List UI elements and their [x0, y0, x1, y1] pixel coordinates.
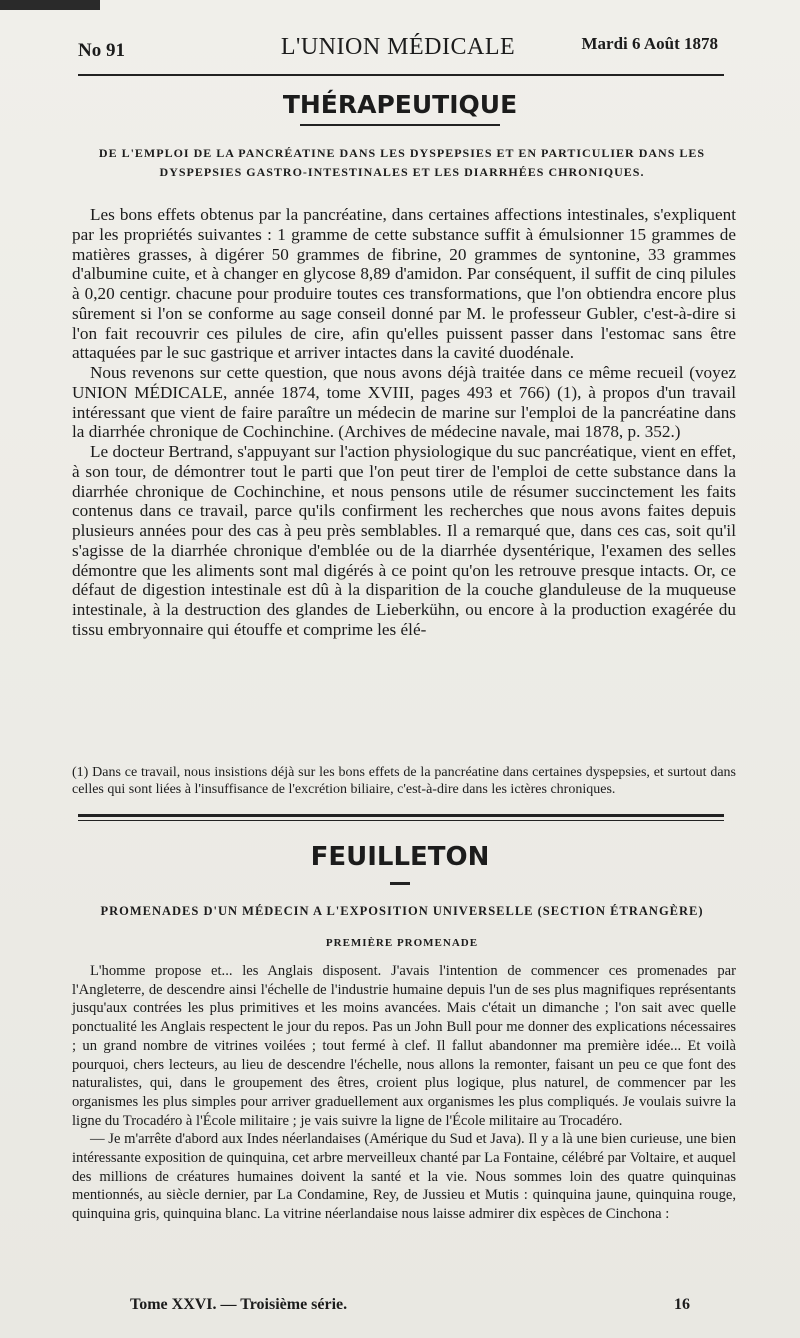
issue-date: Mardi 6 Août 1878: [581, 34, 718, 53]
feuilleton-ornament: [390, 882, 410, 885]
feuilleton-title: PROMENADES D'UN MÉDECIN A L'EXPOSITION UNIVERSELLE (SECTION ÉTRANGÈRE): [100, 904, 704, 918]
tome-series: Tome XXVI. — Troisième série.: [130, 1296, 348, 1313]
feuilleton-body: [72, 962, 736, 1224]
footnote: (1) Dans ce travail, nous insistions déjà sur les bons effets de la pancréatine dans certaines dyspepsies, et surtout dans celles qui sont liées à l'insuffisance de l'excrétion biliaire, c'est-à-dire dans les ictères chroniques.: [72, 765, 736, 797]
scan-edge-mark: [0, 0, 100, 10]
article-body: [72, 205, 736, 640]
article-paragraph: Nous revenons sur cette question, que nous avons déjà traitée dans ce même recueil (voyez UNION MÉDICALE, année 1874, tome XVIII, pages 493 et 766) (1), à propos d'un travail intéressant que vient de faire paraître un médecin de marine sur l'emploi de la pancréatine dans la diarrhée chronique de Cochinchine. (Archives de médecine navale, mai 1878, p. 352.): [72, 363, 736, 442]
page-footer: [130, 1296, 690, 1320]
section-title-therapeutique: THÉRAPEUTIQUE: [282, 90, 518, 119]
article-paragraph: Les bons effets obtenus par la pancréatine, dans certaines affections intestinales, s'expliquent par les propriétés suivantes : 1 gramme de cette substance suffit à émulsionner 15 grammes de matières grasses, à digérer 50 grammes de fibrine, 20 grammes de syntonine, 33 grammes d'albumine cuite, et à changer en glycose 8,89 d'amidon. Par conséquent, il suffit de cinq pilules à 0,20 centigr. chacune pour produire toutes ces transformations, que l'on obtiendra encore plus sûrement si l'on se conforme au sage conseil donné par M. le professeur Gubler, c'est-à-dire si l'on fait recouvrir ces pilules de cire, afin qu'elles puissent passer dans l'estomac sans être attaquées par le suc gastrique et arriver intactes dans la cavité duodénale.: [72, 205, 736, 363]
issue-number: No 91: [78, 40, 125, 61]
double-rule-top: [78, 814, 724, 817]
feuilleton-subtitle: PREMIÈRE PROMENADE: [325, 937, 479, 949]
page-header: [78, 30, 718, 66]
header-rule: [78, 74, 724, 76]
double-rule-bottom: [78, 820, 724, 821]
article-paragraph: Le docteur Bertrand, s'appuyant sur l'action physiologique du suc pancréatique, vient en effet, à son tour, de démontrer tout le parti que l'on peut tirer de l'emploi de cette substance dans la diarrhée chronique de Cochinchine, et nous pensons utile de résumer succinctement les faits contenus dans ce travail, parce qu'ils confirment les recherches que nous avons faites depuis plusieurs années pour des cas à peu près semblables. Il a remarqué que, dans ces cas, soit qu'il s'agisse de la diarrhée chronique d'emblée ou de la diarrhée dysentérique, l'examen des selles démontre que les aliments sont mal digérés à ce point qu'on les retrouve presque intacts. Or, ce défaut de digestion intestinale est dû à la disparition de la couche glanduleuse de la muqueuse intestinale, à la destruction des glandes de Lieberkühn, ou encore à la production exagérée du tissu embryonnaire qui étouffe et comprime les élé-: [72, 442, 736, 639]
feuilleton-paragraph: L'homme propose et... les Anglais disposent. J'avais l'intention de commencer ces promenades par l'Angleterre, de descendre ainsi l'échelle de l'industrie humaine depuis l'un de ses plus magnifiques représentants jusqu'aux contrées les plus primitives et les moins avancées. Mais c'était un dimanche ; l'on sait avec quelle ponctualité les Anglais respectent le jour du repos. Pas un John Bull pour me donner des explications nécessaires ; un grand nombre de vitrines voilées ; tout fermé à clef. Il fallut abandonner ma première idée... Et voilà pourquoi, chers lecteurs, au lieu de descendre l'échelle, nous allons la remonter, faisant un peu ce que font des naturalistes, qui, dans le groupement des êtres, croient plus logique, plus naturel, de commencer par les organismes les plus simples pour arriver graduellement aux organismes les plus compliqués. Je voulais suivre la ligne du Trocadéro à l'École militaire ; je vais suivre la ligne de l'École militaire au Trocadéro.: [72, 963, 736, 1129]
article-title: DE L'EMPLOI DE LA PANCRÉATINE DANS LES DYSPEPSIES ET EN PARTICULIER DANS LES DYSPEPSIES GASTRO-INTESTINALES ET LES DIARRHÉES CHRONIQUES.: [98, 146, 706, 179]
section-title-underline: [300, 124, 500, 126]
page-number: 16: [674, 1296, 690, 1313]
feuilleton-paragraph: — Je m'arrête d'abord aux Indes néerlandaises (Amérique du Sud et Java). Il y a là une bien curieuse, une bien intéressante exposition de quinquina, cet arbre merveilleux chanté par La Fontaine, célébré par Voltaire, et auquel des millions de créatures humaines doivent la santé et la vie. Nous sommes loin des quatre quinquinas mentionnés, au siècle dernier, par La Condamine, Rey, de Jussieu et Mutis : quinquina jaune, quinquina rouge, quinquina gris, quinquina blanc. La vitrine néerlandaise nous laisse admirer dix espèces de Cinchona :: [72, 1131, 736, 1223]
journal-title: L'UNION MÉDICALE: [280, 34, 516, 60]
section-title-feuilleton: FEUILLETON: [310, 842, 490, 872]
